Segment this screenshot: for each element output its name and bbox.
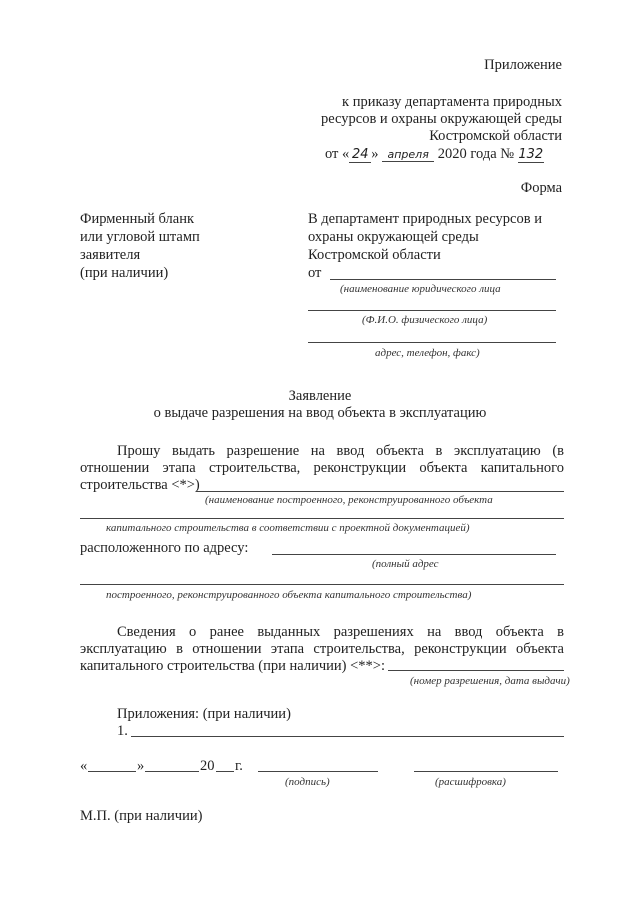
date-quote-close: »	[371, 146, 379, 162]
hint-contacts: адрес, телефон, факс)	[375, 347, 480, 359]
previous-permits-line-1: Сведения о ранее выданных разрешениях на ввод объекта в	[117, 624, 564, 640]
hint-permit-number: (номер разрешения, дата выдачи)	[410, 675, 570, 687]
sign-year-suffix: г.	[235, 758, 243, 774]
hint-object-name-1: (наименование построенного, реконструированного объекта	[205, 494, 493, 506]
hint-legal-entity: (наименование юридического лица	[340, 283, 501, 295]
permit-field-line	[388, 670, 564, 671]
handwritten-month: апреля	[382, 148, 434, 162]
address-field-line	[272, 554, 556, 555]
addressee-line-2: охраны окружающей среды	[308, 229, 479, 245]
date-prefix: от «	[325, 146, 350, 162]
document-subtitle: о выдаче разрешения на ввод объекта в эксплуатацию	[153, 405, 487, 421]
object-name-field-line	[196, 491, 564, 492]
name-decode-field-line	[414, 771, 558, 772]
stamp-place: М.П. (при наличии)	[80, 808, 203, 824]
attachments-label: Приложения: (при наличии)	[117, 706, 291, 722]
letterhead-line-1: Фирменный бланк	[80, 211, 194, 227]
order-date-line	[325, 146, 544, 163]
letterhead-line-4: (при наличии)	[80, 265, 169, 281]
letterhead-line-2: или угловой штамп	[80, 229, 200, 245]
attachment-item-1: 1.	[117, 723, 128, 739]
signature-field-line	[258, 771, 378, 772]
addressee-line-1: В департамент природных ресурсов и	[308, 211, 542, 227]
sign-date-close: »	[137, 758, 145, 774]
sign-month-field-line	[145, 771, 199, 772]
address-field-line-2	[80, 584, 564, 585]
handwritten-day: 24	[349, 147, 371, 163]
previous-permits-line-3: капитального строительства (при наличии) <**>:	[80, 658, 385, 674]
hint-person-name: (Ф.И.О. физического лица)	[362, 314, 488, 326]
hint-full-address: (полный адрес	[372, 558, 439, 570]
hint-object-name-2: капитального строительства в соответствии с проектной документацией)	[106, 522, 470, 534]
sign-date-open: «	[80, 758, 88, 774]
object-name-field-line-2	[80, 518, 564, 519]
attachment-field-line	[131, 736, 564, 737]
sign-day-field-line	[88, 771, 136, 772]
appendix-label: Приложение	[484, 57, 562, 73]
form-label: Форма	[520, 180, 562, 196]
legal-entity-field-line	[330, 279, 556, 280]
request-line-2: отношении этапа строительства, реконструкции объекта капитального	[80, 460, 564, 476]
sign-year-prefix: 20	[200, 758, 215, 774]
request-line-1: Прошу выдать разрешение на ввод объекта в эксплуатацию (в	[117, 443, 564, 459]
order-line-3: Костромской области	[429, 128, 562, 144]
handwritten-number: 132	[518, 147, 544, 162]
request-line-3: строительства <*>)	[80, 477, 200, 493]
hint-name-decode: (расшифровка)	[435, 776, 506, 788]
addressee-from: от	[308, 265, 322, 281]
order-line-2: ресурсов и охраны окружающей среды	[320, 111, 562, 127]
letterhead-line-3: заявителя	[80, 247, 141, 263]
contact-field-line	[308, 342, 556, 343]
located-label: расположенного по адресу:	[80, 540, 249, 556]
hint-signature: (подпись)	[285, 776, 330, 788]
hint-object-address: построенного, реконструированного объекта капитального строительства)	[106, 589, 472, 601]
sign-year-field-line	[216, 771, 234, 772]
document-title: Заявление	[288, 388, 352, 404]
previous-permits-line-2: эксплуатацию в отношении этапа строительства, реконструкции объекта	[80, 641, 564, 657]
addressee-line-3: Костромской области	[308, 247, 441, 263]
order-line-1: к приказу департамента природных	[342, 94, 562, 110]
person-field-line	[308, 310, 556, 311]
date-year-text: 2020 года №	[437, 146, 515, 162]
